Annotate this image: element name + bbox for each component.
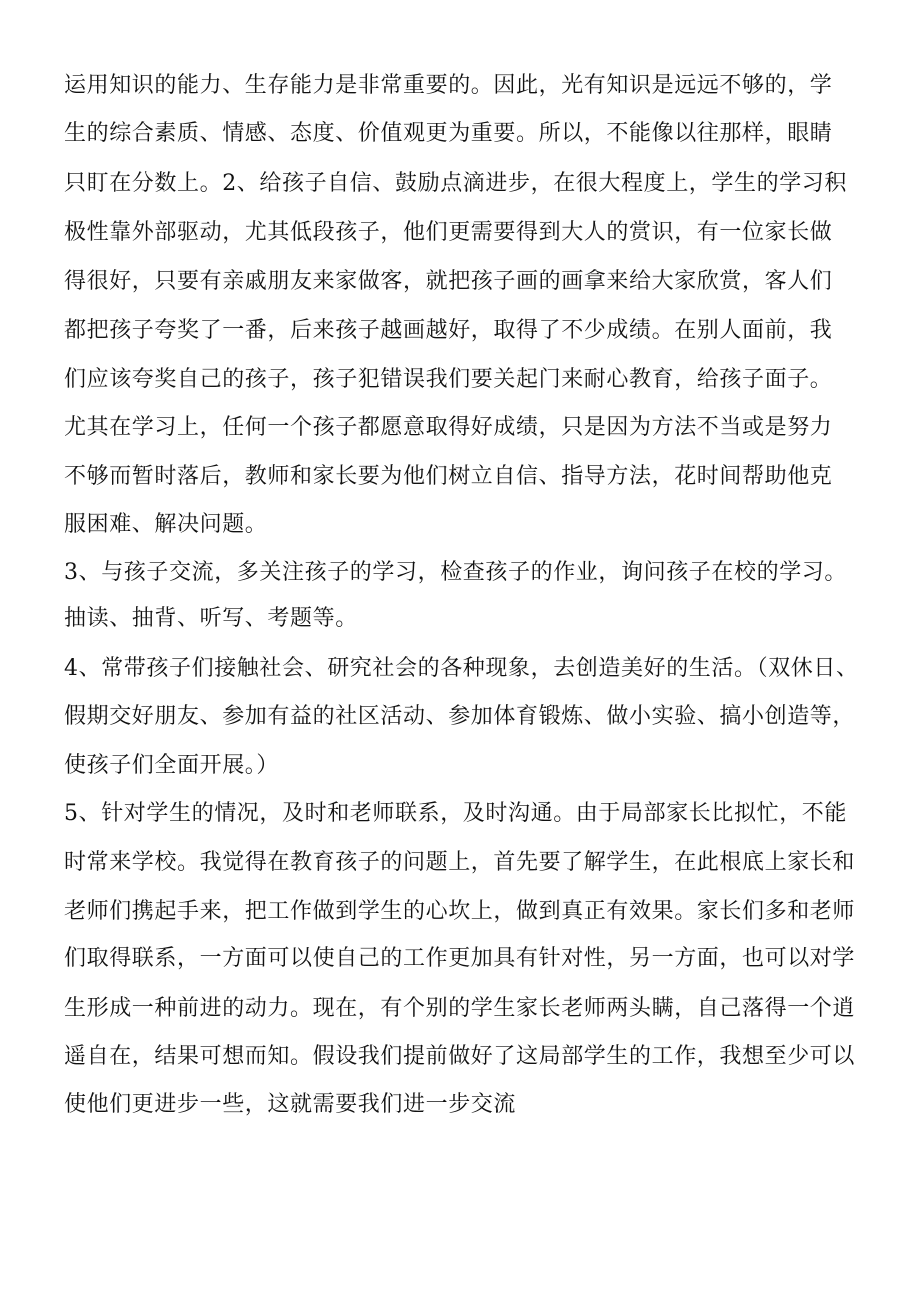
text-line: 抽读、抽背、听写、考题等。 <box>64 606 358 631</box>
text-line: 不够而暂时落后，教师和家长要为他们树立自信、指导方法，花时间帮助他克 <box>64 464 833 489</box>
text-line: 3、与孩子交流，多关注孩子的学习，检查孩子的作业，询问孩子在校的学习。 <box>64 560 847 585</box>
text-line: 5、针对学生的情况，及时和老师联系，及时沟通。由于局部家长比拟忙，不能 <box>64 801 847 826</box>
text-line: 都把孩子夸奖了一番，后来孩子越画越好，取得了不少成绩。在别人面前，我 <box>64 318 833 343</box>
text-line: 尤其在学习上，任何一个孩子都愿意取得好成绩，只是因为方法不当或是努力 <box>64 415 833 440</box>
text-line: 老师们携起手来，把工作做到学生的心坎上，做到真正有效果。家长们多和老师 <box>64 899 856 924</box>
text-line: 们取得联系，一方面可以使自己的工作更加具有针对性，另一方面，也可以对学 <box>64 946 856 971</box>
text-line: 生的综合素质、情感、态度、价值观更为重要。所以，不能像以往那样，眼睛 <box>64 121 833 146</box>
text-line: 运用知识的能力、生存能力是非常重要的。因此，光有知识是远远不够的，学 <box>64 73 833 98</box>
text-line: 使孩子们全面开展。） <box>64 753 280 778</box>
text-line: 遥自在，结果可想而知。假设我们提前做好了这局部学生的工作，我想至少可以 <box>64 1044 856 1069</box>
text-line: 假期交好朋友、参加有益的社区活动、参加体育锻炼、做小实验、搞小创造等， <box>64 704 856 729</box>
text-line: 只盯在分数上。2、给孩子自信、鼓励点滴进步，在很大程度上，学生的学习积 <box>64 171 847 196</box>
text-line: 服困难、解决问题。 <box>64 512 268 537</box>
text-line: 们应该夸奖自己的孩子，孩子犯错误我们要关起门来耐心教育，给孩子面子。 <box>64 367 833 392</box>
text-line: 得很好，只要有亲戚朋友来家做客，就把孩子画的画拿来给大家欣赏，客人们 <box>64 269 833 294</box>
text-line: 时常来学校。我觉得在教育孩子的问题上，首先要了解学生，在此根底上家长和 <box>64 850 856 875</box>
text-line: 极性靠外部驱动，尤其低段孩子，他们更需要得到大人的赏识，有一位家长做 <box>64 220 833 245</box>
text-line: 4、常带孩子们接触社会、研究社会的各种现象，去创造美好的生活。（双休日、 <box>64 656 859 681</box>
text-line: 使他们更进步一些，这就需要我们进一步交流 <box>64 1092 517 1117</box>
text-line: 生形成一种前进的动力。现在，有个别的学生家长老师两头瞒，自己落得一个逍 <box>64 996 856 1021</box>
